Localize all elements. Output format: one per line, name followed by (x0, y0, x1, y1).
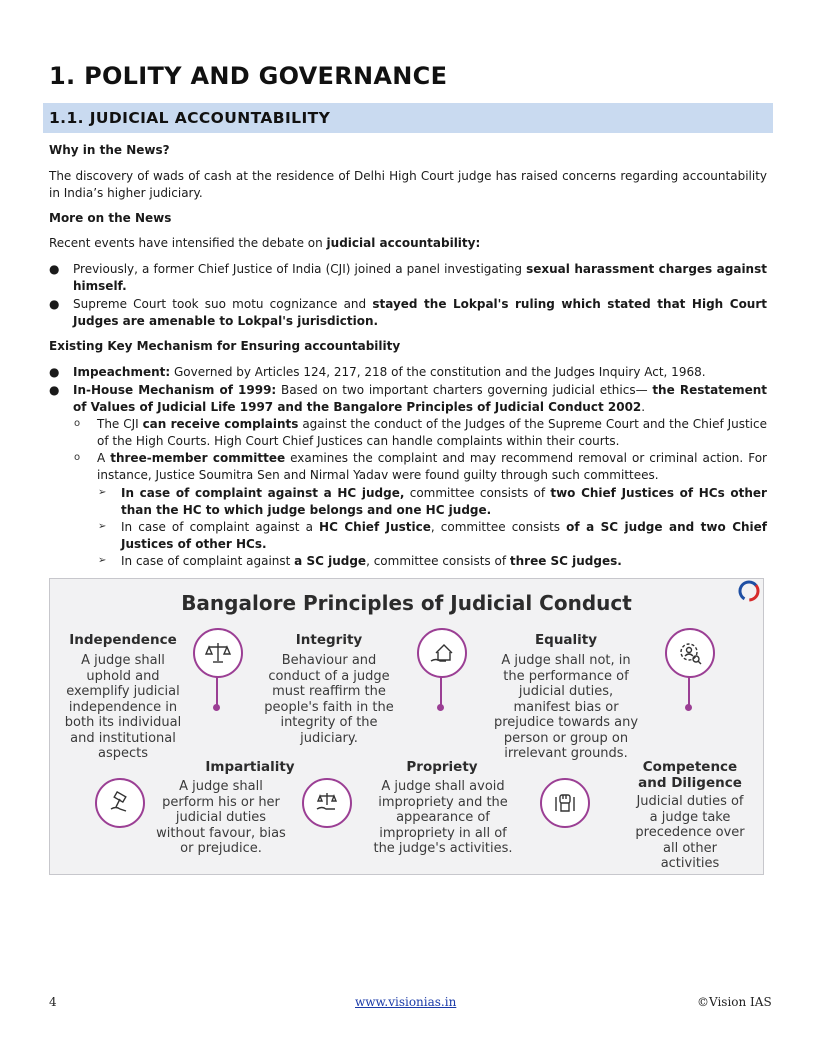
scales-hand-icon (302, 778, 352, 828)
principle-body-competence: Judicial duties of a judge take precedence over all other activities (635, 794, 745, 871)
page-title: 1. POLITY AND GOVERNANCE (49, 62, 448, 90)
arrow-marker: ➢ (98, 521, 107, 532)
bullet-marker: ● (49, 365, 60, 379)
gear-person-icon (665, 628, 715, 678)
why-paragraph: The discovery of wads of cash at the residence of Delhi High Court judge has raised concerns regarding accountability in India’s higher judiciary. (49, 169, 767, 200)
footer-copyright: ©Vision IAS (697, 995, 772, 1009)
arrow-marker: ➢ (98, 555, 107, 566)
connector-dot (437, 704, 444, 711)
website-link[interactable]: www.visionias.in (355, 995, 457, 1009)
principle-body-integrity: Behaviour and conduct of a judge must reaffirm the people's faith in the integrity of the judiciary. (264, 653, 394, 746)
connector-dot (213, 704, 220, 711)
sub-item-cji: The CJI can receive complaints against the conduct of the Judges of the Supreme Court and the Chief Justice of the High Courts. High Court Chief Justices can handle complaints within their courts. (97, 417, 767, 448)
principle-title-integrity: Integrity (295, 632, 363, 648)
house-hand-icon (417, 628, 467, 678)
principle-body-propriety: A judge shall avoid impropriety and the appearance of impropriety in all of the judge's activities. (373, 779, 513, 856)
circle-marker: o (74, 452, 81, 463)
principle-title-equality: Equality (534, 632, 598, 648)
recent-paragraph: Recent events have intensified the debate on judicial accountability: (49, 236, 481, 250)
vision-logo-icon (738, 580, 760, 602)
why-heading: Why in the News? (49, 143, 170, 157)
connector-line (688, 676, 690, 706)
principle-title-propriety: Propriety (406, 759, 478, 775)
connector-line (216, 676, 218, 706)
principle-body-impartiality: A judge shall perform his or her judicial duties without favour, bias or prejudice. (156, 779, 286, 856)
arrow-item: In case of complaint against a SC judge, committee consists of three SC judges. (121, 554, 622, 568)
impeachment-item: Impeachment: Governed by Articles 124, 217, 218 of the constitution and the Judges Inquiry Act, 1968. (73, 365, 706, 379)
circle-marker: o (74, 418, 81, 429)
infographic-title: Bangalore Principles of Judicial Conduct (181, 591, 632, 615)
raised-fist-icon (540, 778, 590, 828)
arrow-item: In case of complaint against a HC Chief Justice, committee consists of a SC judge and two Chief Justices of other HCs. (121, 520, 768, 551)
sub-item-committee: A three-member committee examines the complaint and may recommend removal or criminal action. For instance, Justice Soumitra Sen and Nirmal Yadav were found guilty through such committees. (97, 451, 767, 482)
bullet-marker: ● (49, 297, 60, 311)
principle-title-competence: Competence and Diligence (638, 759, 742, 791)
bullet-item: Supreme Court took suo motu cognizance and stayed the Lokpal's ruling which stated that High Court Judges are amenable to Lokpal's jurisdiction. (73, 297, 768, 328)
principle-body-equality: A judge shall not, in the performance of judicial duties, manifest bias or prejudice towards any person or group on irrelevant grounds. (493, 653, 639, 761)
scales-icon (193, 628, 243, 678)
arrow-item: In case of complaint against a HC judge, committee consists of two Chief Justices of HCs other than the HC to which judge belongs and one HC judge. (121, 486, 767, 517)
section-title: 1.1. JUDICIAL ACCOUNTABILITY (49, 109, 331, 127)
bullet-marker: ● (49, 262, 60, 276)
principle-title-impartiality: Impartiality (205, 759, 295, 775)
principle-title-independence: Independence (69, 632, 177, 648)
footer-link[interactable] (355, 995, 456, 1009)
bullet-item: Previously, a former Chief Justice of India (CJI) joined a panel investigating sexual harassment charges against himself. (73, 262, 767, 293)
arrow-marker: ➢ (98, 487, 107, 498)
principle-body-independence: A judge shall uphold and exemplify judicial independence in both its individual and institutional aspects (64, 653, 182, 761)
more-heading: More on the News (49, 211, 172, 225)
connector-line (440, 676, 442, 706)
existing-heading: Existing Key Mechanism for Ensuring accountability (49, 339, 401, 353)
bullet-marker: ● (49, 383, 60, 397)
inhouse-item: In-House Mechanism of 1999: Based on two important charters governing judicial ethics— the Restatement of Values of Judicial Life 1997 and the Bangalore Principles of Judicial Conduct 2002. (73, 383, 767, 414)
connector-dot (685, 704, 692, 711)
page-number: 4 (49, 995, 57, 1009)
gavel-hand-icon (95, 778, 145, 828)
